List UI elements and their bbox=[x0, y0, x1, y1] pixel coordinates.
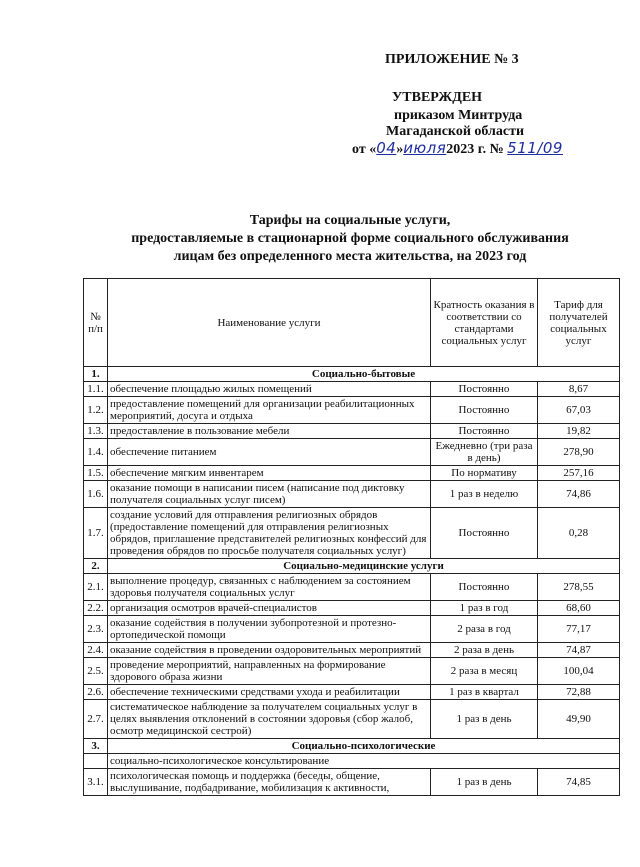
service-name: обеспечение площадью жилых помещений bbox=[108, 382, 431, 397]
service-name: проведение мероприятий, направленных на формирование здорового образа жизни bbox=[108, 658, 431, 685]
service-frequency: 2 раза в год bbox=[431, 616, 538, 643]
table-row bbox=[84, 508, 620, 559]
date-mid: » bbox=[396, 142, 404, 157]
table-header-row bbox=[84, 279, 620, 367]
service-name: психологическая помощь и поддержка (беседы, общение, выслушивание, подбадривание, мобилизация к активности, bbox=[108, 769, 431, 796]
service-name: выполнение процедур, связанных с наблюдением за состоянием здоровья получателя социальных услуг bbox=[108, 574, 431, 601]
service-tariff: 74,86 bbox=[538, 481, 620, 508]
table-row bbox=[84, 574, 620, 601]
table-row bbox=[84, 466, 620, 481]
service-name: предоставление помещений для организации реабилитационных мероприятий, досуга и отдыха bbox=[108, 397, 431, 424]
subsection-row bbox=[84, 754, 620, 769]
row-number: 2. bbox=[84, 559, 108, 574]
order-number-handwritten: 511/09 bbox=[507, 139, 563, 157]
table-row bbox=[84, 769, 620, 796]
section-title: Социально-психологические bbox=[108, 739, 620, 754]
table-row bbox=[84, 481, 620, 508]
service-name: обеспечение питанием bbox=[108, 439, 431, 466]
table-row bbox=[84, 658, 620, 685]
document-title bbox=[60, 212, 640, 266]
service-name: оказание содействия в получении зубопротезной и протезно-ортопедической помощи bbox=[108, 616, 431, 643]
table-row bbox=[84, 616, 620, 643]
service-tariff: 77,17 bbox=[538, 616, 620, 643]
row-number: 1.3. bbox=[84, 424, 108, 439]
section-row bbox=[84, 739, 620, 754]
table-row bbox=[84, 382, 620, 397]
row-number: 2.5. bbox=[84, 658, 108, 685]
row-number: 3.1. bbox=[84, 769, 108, 796]
service-name: систематическое наблюдение за получателем социальных услуг в целях выявления отклонений в состоянии здоровья (сбор жалоб, осмотр медицинской сестрой) bbox=[108, 700, 431, 739]
table-row bbox=[84, 439, 620, 466]
service-tariff: 257,16 bbox=[538, 466, 620, 481]
date-month-handwritten: июля bbox=[403, 139, 447, 157]
service-tariff: 67,03 bbox=[538, 397, 620, 424]
service-tariff: 74,85 bbox=[538, 769, 620, 796]
title-line-1: Тарифы на социальные услуги, bbox=[249, 213, 451, 228]
service-frequency: Постоянно bbox=[431, 397, 538, 424]
section-row bbox=[84, 367, 620, 382]
service-frequency: 1 раз в квартал bbox=[431, 685, 538, 700]
service-tariff: 278,90 bbox=[538, 439, 620, 466]
row-number: 1.6. bbox=[84, 481, 108, 508]
header-freq: Кратность оказания в соответствии со стандартами социальных услуг bbox=[431, 279, 538, 367]
date-prefix: от « bbox=[352, 142, 377, 157]
service-name: организация осмотров врачей-специалистов bbox=[108, 601, 431, 616]
service-frequency: Постоянно bbox=[431, 382, 538, 397]
table-row bbox=[84, 424, 620, 439]
table-row bbox=[84, 601, 620, 616]
table-row bbox=[84, 700, 620, 739]
service-name: предоставление в пользование мебели bbox=[108, 424, 431, 439]
service-tariff: 0,28 bbox=[538, 508, 620, 559]
order-line-2: Магаданской области bbox=[386, 124, 525, 139]
service-name: создание условий для отправления религиозных обрядов (предоставление помещений для отправления религиозных обрядов, приглашение представителей религиозных конфессий для проведения обрядов по просьбе получателя социальных услуг) bbox=[108, 508, 431, 559]
service-name: обеспечение мягким инвентарем bbox=[108, 466, 431, 481]
row-number: 3. bbox=[84, 739, 108, 754]
row-number: 1. bbox=[84, 367, 108, 382]
row-number: 2.6. bbox=[84, 685, 108, 700]
service-frequency: 2 раза в день bbox=[431, 643, 538, 658]
service-name: обеспечение техническими средствами ухода и реабилитации bbox=[108, 685, 431, 700]
service-frequency: По нормативу bbox=[431, 466, 538, 481]
section-title: Социально-медицинские услуги bbox=[108, 559, 620, 574]
service-frequency: 1 раз в день bbox=[431, 769, 538, 796]
service-tariff: 278,55 bbox=[538, 574, 620, 601]
row-number bbox=[84, 754, 108, 769]
service-frequency: Постоянно bbox=[431, 424, 538, 439]
title-line-2: предоставляемые в стационарной форме социального обслуживания bbox=[131, 231, 569, 246]
service-name: оказание помощи в написании писем (написание под диктовку получателя социальных услуг писем) bbox=[108, 481, 431, 508]
order-date-line bbox=[352, 139, 563, 158]
service-frequency: 2 раза в месяц bbox=[431, 658, 538, 685]
title-line-3: лицам без определенного места жительства, на 2023 год bbox=[173, 249, 527, 264]
service-tariff: 19,82 bbox=[538, 424, 620, 439]
header-name: Наименование услуги bbox=[108, 279, 431, 367]
section-title: Социально-бытовые bbox=[108, 367, 620, 382]
row-number: 1.2. bbox=[84, 397, 108, 424]
row-number: 2.4. bbox=[84, 643, 108, 658]
service-tariff: 49,90 bbox=[538, 700, 620, 739]
service-tariff: 72,88 bbox=[538, 685, 620, 700]
row-number: 1.1. bbox=[84, 382, 108, 397]
service-name: оказание содействия в проведении оздоровительных мероприятий bbox=[108, 643, 431, 658]
service-frequency: Постоянно bbox=[431, 508, 538, 559]
service-tariff: 8,67 bbox=[538, 382, 620, 397]
row-number: 1.4. bbox=[84, 439, 108, 466]
row-number: 2.3. bbox=[84, 616, 108, 643]
row-number: 2.2. bbox=[84, 601, 108, 616]
service-tariff: 74,87 bbox=[538, 643, 620, 658]
row-number: 2.1. bbox=[84, 574, 108, 601]
table-row bbox=[84, 643, 620, 658]
service-tariff: 68,60 bbox=[538, 601, 620, 616]
appendix-label: ПРИЛОЖЕНИЕ № 3 bbox=[385, 52, 519, 67]
service-frequency: Ежедневно (три раза в день) bbox=[431, 439, 538, 466]
row-number: 1.5. bbox=[84, 466, 108, 481]
approved-label: УТВЕРЖДЕН bbox=[392, 90, 483, 105]
service-frequency: 1 раз в день bbox=[431, 700, 538, 739]
date-day-handwritten: 04 bbox=[376, 139, 397, 157]
row-number: 2.7. bbox=[84, 700, 108, 739]
service-frequency: 1 раз в неделю bbox=[431, 481, 538, 508]
header-tariff: Тариф для получателей социальных услуг bbox=[538, 279, 620, 367]
header-num: № п/п bbox=[84, 279, 108, 367]
table-row bbox=[84, 397, 620, 424]
row-number: 1.7. bbox=[84, 508, 108, 559]
date-year: 2023 г. № bbox=[446, 142, 504, 157]
service-frequency: Постоянно bbox=[431, 574, 538, 601]
section-row bbox=[84, 559, 620, 574]
service-frequency: 1 раз в год bbox=[431, 601, 538, 616]
order-line-1: приказом Минтруда bbox=[394, 108, 523, 123]
subsection-title: социально-психологическое консультирование bbox=[108, 754, 620, 769]
service-tariff: 100,04 bbox=[538, 658, 620, 685]
tariff-table bbox=[83, 278, 620, 796]
table-row bbox=[84, 685, 620, 700]
